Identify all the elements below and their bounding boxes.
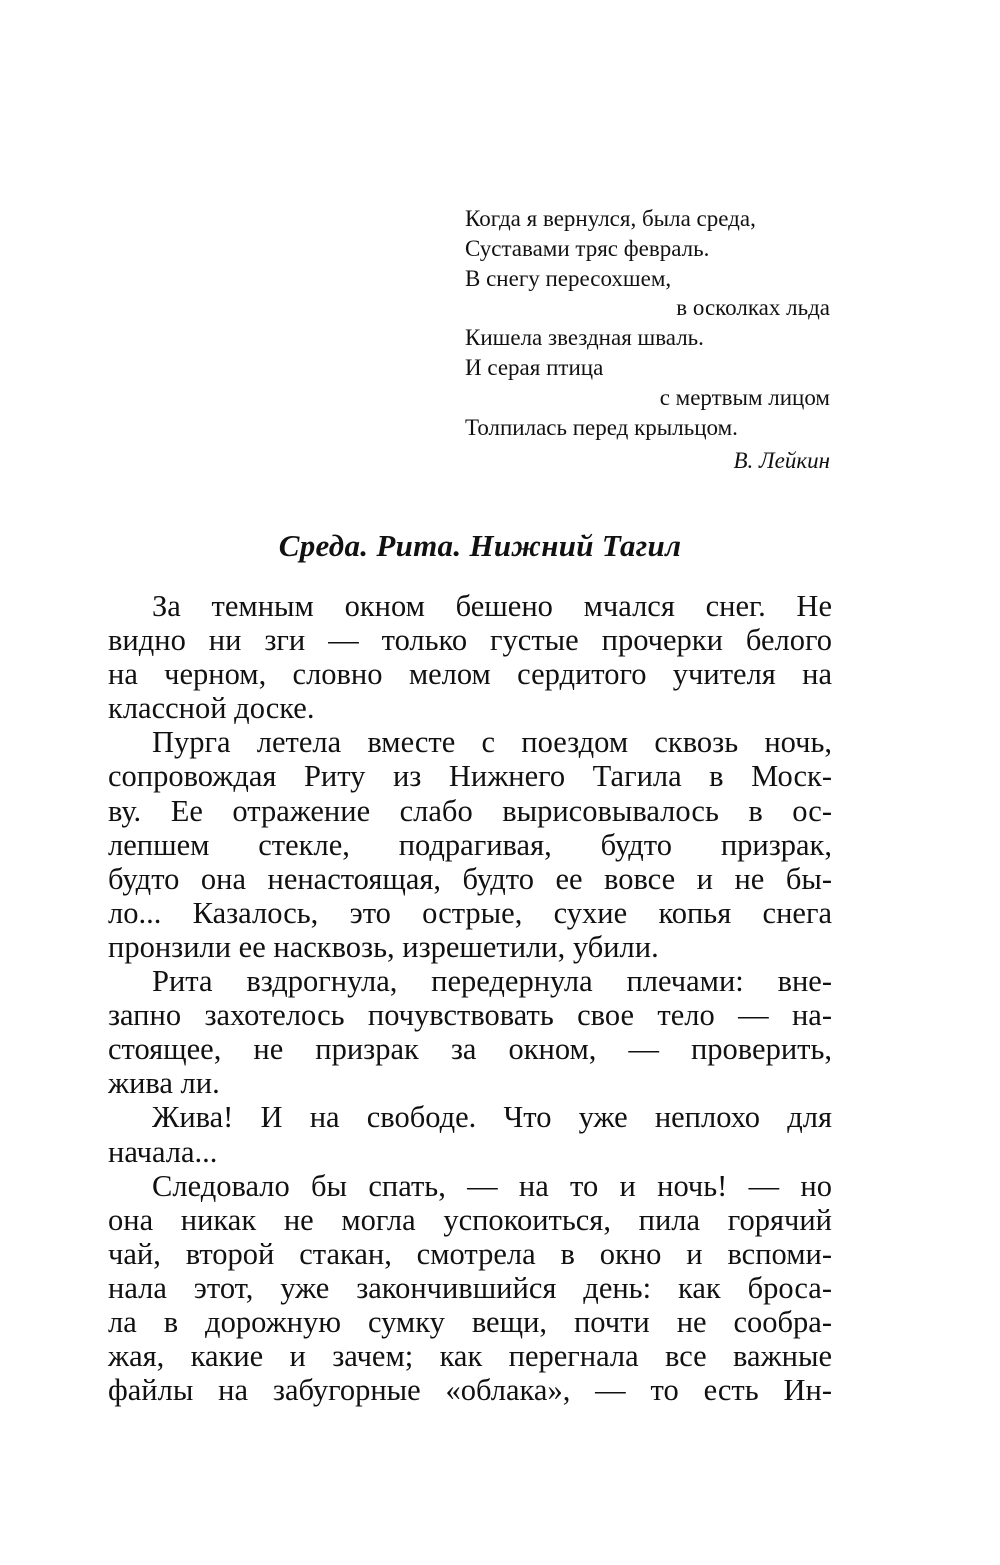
- text-line: ла в дорожную сумку вещи, почти не сообра-: [108, 1304, 832, 1339]
- text-line: За темным окном бешено мчался снег. Не: [152, 589, 832, 623]
- text-line: нала этот, уже закончившийся день: как броса-: [108, 1270, 832, 1305]
- text-line: будто она ненастоящая, будто ее вовсе и не бы-: [108, 861, 832, 896]
- text-line: жая, какие и зачем; как перегнала все важные: [108, 1339, 832, 1374]
- epigraph-line: Толпилась перед крыльцом.: [465, 414, 738, 440]
- text-line: запно захотелось почувствовать свое тело — на-: [108, 998, 832, 1033]
- text-line: Рита вздрогнула, передернула плечами: вне-: [152, 964, 832, 999]
- chapter-title: Среда. Рита. Нижний Тагил: [278, 528, 682, 563]
- text-line: она никак не могла успокоиться, пила горячий: [108, 1202, 832, 1237]
- text-line: файлы на забугорные «облака», — то есть Ин-: [108, 1373, 832, 1408]
- text-line: чай, второй стакан, смотрела в окно и вспоми-: [108, 1236, 832, 1271]
- text-line: Жива! И на свободе. Что уже неплохо для: [152, 1100, 832, 1135]
- epigraph-line: в осколках льда: [676, 295, 830, 321]
- epigraph-line: Кишела звездная шваль.: [465, 325, 704, 351]
- paragraph: [108, 1169, 832, 1408]
- paragraph: [108, 589, 832, 725]
- epigraph-line: Когда я вернулся, была среда,: [465, 206, 756, 231]
- text-line: классной доске.: [108, 691, 315, 726]
- text-line: ло... Казалось, это острые, сухие копья снега: [108, 895, 832, 930]
- text-line: Пурга летела вместе с поездом сквозь ночь,: [152, 725, 832, 760]
- text-line: на черном, словно мелом сердитого учителя на: [108, 657, 832, 692]
- paragraph: [108, 1100, 832, 1168]
- epigraph-line: И серая птица: [465, 354, 604, 380]
- text-line: жива ли.: [108, 1066, 220, 1101]
- body-text: [108, 589, 832, 1407]
- epigraph-line: В снегу пересохшем,: [465, 265, 672, 291]
- paragraph: [108, 725, 832, 964]
- text-line: Следовало бы спать, — на то и ночь! — но: [152, 1168, 832, 1203]
- epigraph-line: Суставами тряс февраль.: [465, 235, 710, 261]
- text-line: стоящее, не призрак за окном, — проверить,: [108, 1032, 832, 1067]
- text-line: начала...: [108, 1134, 218, 1169]
- epigraph-author: В. Лейкин: [733, 448, 830, 474]
- text-line: лепшем стекле, подрагивая, будто призрак,: [108, 827, 832, 862]
- text-line: ву. Ее отражение слабо вырисовывалось в ос-: [108, 793, 832, 828]
- paragraph: [108, 964, 832, 1100]
- epigraph: [465, 204, 830, 476]
- text-line: видно ни зги — только густые прочерки белого: [108, 623, 832, 658]
- text-line: сопровождая Риту из Нижнего Тагила в Моск-: [108, 759, 832, 794]
- text-line: пронзили ее насквозь, изрешетили, убили.: [108, 929, 659, 964]
- epigraph-line: с мертвым лицом: [659, 384, 830, 410]
